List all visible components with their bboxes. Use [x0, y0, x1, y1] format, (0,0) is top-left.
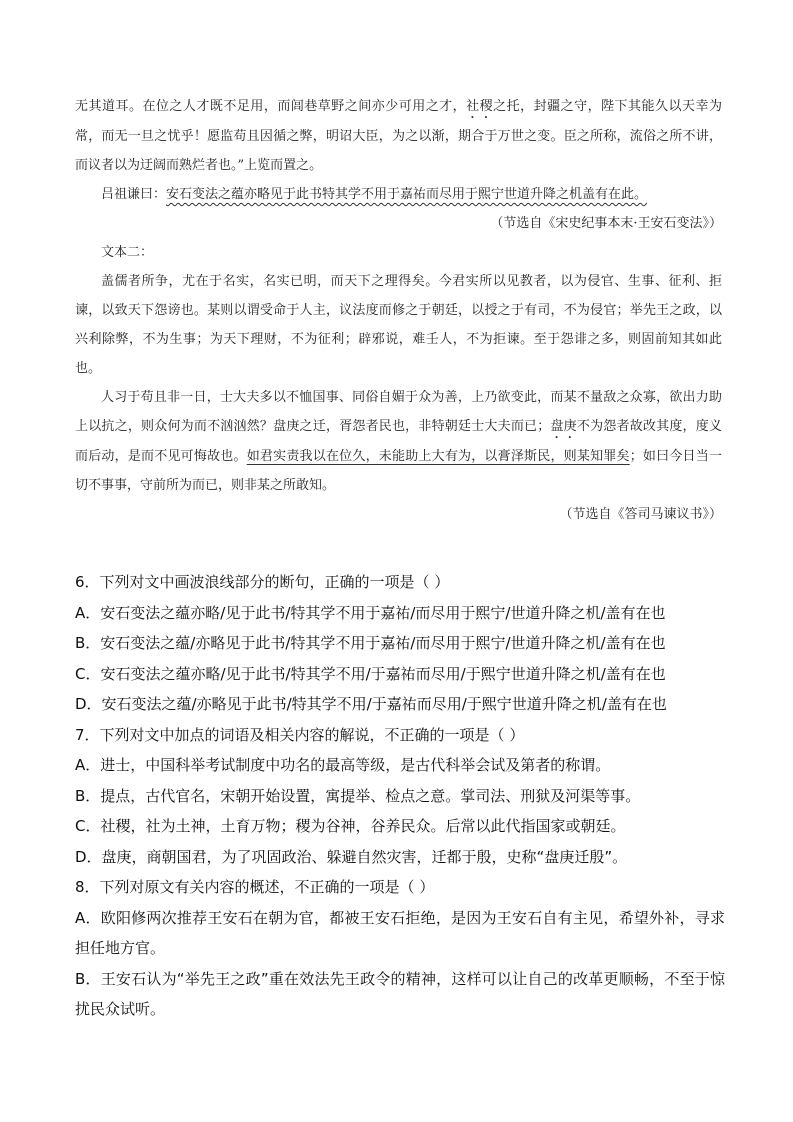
text-two-paragraph-1: 盖儒者所争，尤在于名实，名实已明，而天下之理得矣。今君实所以见教者，以为侵官、生事、征利、拒谏，以致天下怨谤也。某则以谓受命于人主，议法度而修之于朝廷，以授之于有司，不为侵官；举先王之政，以兴利除弊，不为生事；为天下理财，不为征利；辟邪说，难壬人，不为拒谏。至于怨诽之多，则固前知其如此也。 — [75, 274, 722, 376]
question-6-option-c: C．安石变法之蕴亦略/见于此书/特其学不用/于嘉祐而尽用/于熙宁世道升降之机/盖有在也 — [75, 664, 666, 683]
question-7-option-b: B．提点，古代官名，宋朝开始设置，寓提举、检点之意。掌司法、刑狱及河渠等事。 — [75, 786, 641, 805]
question-7-stem: 7．下列对文中加点的词语及相关内容的解说，不正确的一项是（ ） — [75, 725, 525, 744]
source-citation-one: （节选自《宋史纪事本末·王安石变法》） — [490, 216, 722, 231]
source-citation-two: （节选自《答司马谏议书》） — [559, 507, 722, 522]
comment-lead: 吕祖谦曰： — [101, 187, 167, 202]
question-6-option-d: D．安石变法之蕴/亦略见于此书/特其学不用/于嘉祐而尽用/于熙宁世道升降之机/盖有在也 — [75, 695, 667, 713]
text-one-paragraph — [75, 92, 722, 180]
text-two-label: 文本二： — [101, 245, 154, 260]
passage-text: 不为怨者故改其度，度义而后动，是而不见可悔故也。 — [75, 419, 722, 464]
questions — [75, 567, 725, 1025]
wavy-underlined-sentence: 安石变法之蕴亦略见于此书特其学不用于嘉祐而尽用于熙宁世道升降之机盖有在此。 — [166, 187, 648, 202]
passage-text: 人习于苟且非一日，士大夫多以不恤国事、同俗自媚于众为善，上乃欲变此，而某不量敌之众寡，欲出力助上以抗之，则众何为而不汹汹然？盘庚之迁，胥怨者民也，非特朝廷士大夫而已； — [75, 390, 722, 434]
text-two-paragraph-2 — [75, 383, 722, 500]
question-6-option-a: A．安石变法之蕴亦略/见于此书/特其学不用于嘉祐/而尽用于熙宁/世道升降之机/盖有在也 — [75, 603, 666, 622]
passage-text: 无其道耳。在位之人才既不足用，而闾巷草野之间亦少可用之才， — [75, 99, 467, 114]
question-7-option-c: C．社稷，社为土神，土育万物；稷为谷神，谷养民众。后常以此代指国家或朝廷。 — [75, 817, 626, 835]
reading-passage — [75, 92, 722, 529]
dotted-term-sheji: 社稷 — [466, 99, 494, 114]
lu-zuqian-comment — [75, 180, 722, 209]
question-7-option-d: D．盘庚，商朝国君，为了巩固政治、躲避自然灾害，迁都于殷，史称“盘庚迁殷”。 — [75, 847, 628, 866]
question-8-option-a: A．欧阳修两次推荐王安石在朝为官，都被王安石拒绝，是因为王安石自有主见，希望外补，寻求担任地方官。 — [75, 908, 725, 957]
underlined-sentence: 如君实责我以在位久，未能助上大有为，以膏泽斯民，则某知罪矣 — [246, 449, 630, 464]
question-6-option-b: B．安石变法之蕴/亦略见于此书/特其学不用于嘉祐/而尽用于熙宁/世道升降之机/盖有在也 — [75, 634, 666, 652]
question-6-stem: 6．下列对文中画波浪线部分的断句，正确的一项是（ ） — [75, 573, 450, 591]
question-7-option-a: A．进士，中国科举考试制度中功名的最高等级，是古代科举会试及第者的称谓。 — [75, 756, 611, 774]
passage-text: ；如曰今日当一切不事事，守前所为而已，则非某之所敢知。 — [75, 449, 722, 493]
passage-text: 之托，封疆之守，陛下其能久以天幸为常，而无一旦之忧乎！愿监苟且因循之弊，明诏大臣，为之以渐，期合于万世之变。臣之所称，流俗之所不讲，而议者以为迂阔而熟烂者也。”上览而置之。 — [75, 99, 722, 173]
question-8-stem: 8．下列对原文有关内容的概述，不正确的一项是（ ） — [75, 878, 435, 896]
dotted-term-pangeng: 盘庚 — [550, 419, 577, 434]
question-8-option-b: B．王安石认为“举先王之政”重在效法先王政令的精神，这样可以让自己的改革更顺畅，不至于惊扰民众试听。 — [75, 969, 725, 1018]
